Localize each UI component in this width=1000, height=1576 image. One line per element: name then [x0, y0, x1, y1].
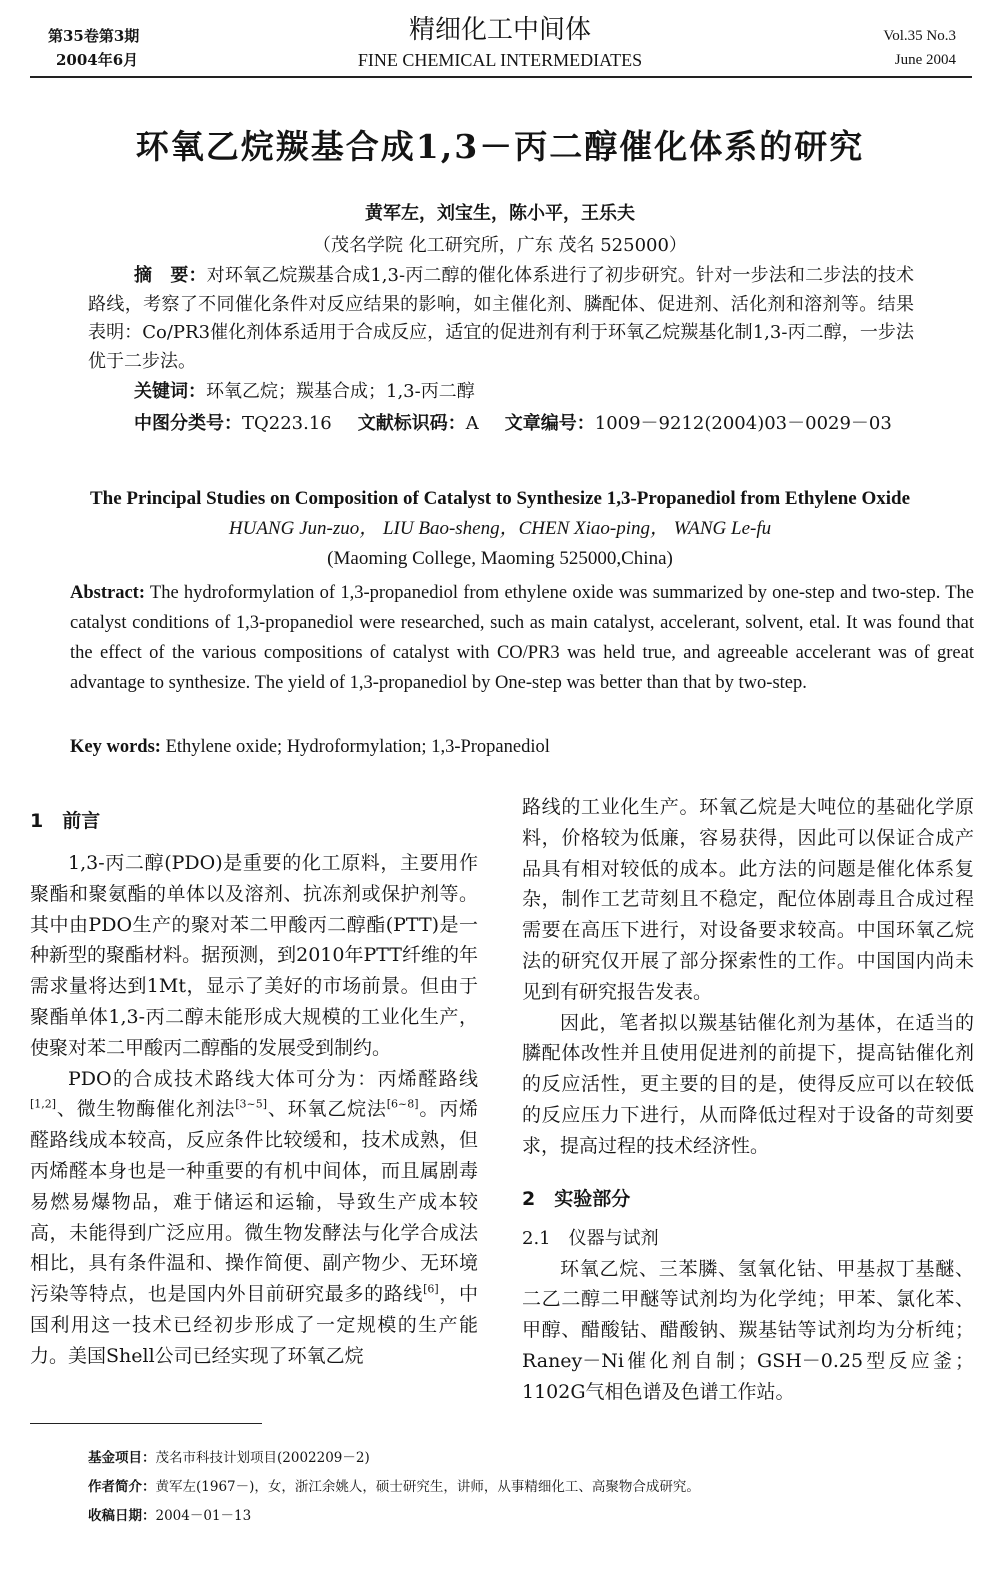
abstract-cn-text: 对环氧乙烷羰基合成1,3-丙二醇的催化体系进行了初步研究。针对一步法和二步法的技术路线，考察了不同催化条件对反应结果的影响，如主催化剂、膦配体、促进剂、活化剂和溶剂等。结果表明：Co/PR3催化剂体系适用于合成反应，适宜的促进剂有利于环氧乙烷羰基化制1,3-丙二醇，一步法优于二步法。: [88, 265, 914, 372]
fund-text: 茂名市科技计划项目(2002209－2): [155, 1450, 370, 1466]
keywords-cn-label: 关键词：: [134, 381, 206, 402]
journal-name-cn: 精细化工中间体: [408, 15, 591, 45]
article-number-label: 文章编号：: [504, 413, 595, 434]
footnote-divider: [30, 1423, 262, 1424]
footnote-author: [88, 1473, 968, 1502]
journal-name: [0, 12, 1000, 72]
affiliation-cn: （茂名学院 化工研究所，广东 茂名 525000）: [313, 235, 687, 256]
date-cn: 2004年6月: [56, 51, 139, 69]
author-bio-text: 黄军左(1967－)，女，浙江余姚人，硕士研究生，讲师，从事精细化工、高聚物合成研究。: [155, 1479, 700, 1495]
body-left-column: [30, 806, 478, 1372]
footnote-fund: [88, 1444, 968, 1473]
volume-en: Vol.35 No.3: [883, 28, 956, 44]
received-label: 收稿日期：: [88, 1508, 156, 1524]
footnotes: [88, 1444, 968, 1531]
received-date: 2004－01－13: [155, 1508, 252, 1524]
author-bio-label: 作者简介：: [88, 1479, 156, 1495]
abstract-en-text: The hydroformylation of 1,3-propanediol from ethylene oxide was summarized by one-step and two-step. The catalyst conditions of 1,3-propanediol were researched, such as main catalyst, accelerant, solvent, etal. It was found that the effect of the various compositions of catalyst with CO/PR3 was held true, and agreeable accelerant was of great advantage to synthesize. The yield of 1,3-propanediol by One-step was better than that by two-step.: [70, 583, 974, 693]
abstract-cn-label: 摘 要：: [134, 265, 207, 286]
keywords-en-text: Ethylene oxide; Hydroformylation; 1,3-Propanediol: [160, 737, 550, 757]
article-number-value: 1009－9212(2004)03－0029－03: [594, 413, 892, 434]
keywords-cn: [88, 378, 914, 406]
abstract-en: [70, 578, 974, 698]
text-run: PDO的合成技术路线大体可分为：丙烯醛路线: [68, 1067, 478, 1090]
journal-name-en: FINE CHEMICAL INTERMEDIATES: [357, 50, 643, 70]
citation-ref: [1,2]: [30, 1098, 57, 1112]
reagents-paragraph: 环氧乙烷、三苯膦、氢氧化钴、甲基叔丁基醚、二乙二醇二甲醚等试剂均为化学纯；甲苯、氯化苯、甲醇、醋酸钴、醋酸钠、羰基钴等试剂均为分析纯；Raney－Ni催化剂自制；GSH－0.25型反应釜；1102G气相色谱及色谱工作站。: [522, 1257, 974, 1403]
doc-code-value: A: [465, 413, 479, 434]
keywords-en: [70, 732, 970, 762]
paper-title-cn: 环氧乙烷羰基合成1,3－丙二醇催化体系的研究: [135, 127, 865, 166]
subsection-2-1-title: 2.1 仪器与试剂: [522, 1227, 659, 1249]
text-run: ，中国利用这一技术已经初步形成了一定规模的生产能力。美国Shell公司已经实现了环氧乙烷: [30, 1283, 478, 1367]
volume-cn: 第35卷第3期: [48, 27, 140, 45]
citation-ref: [3~5]: [235, 1098, 268, 1112]
abstract-cn-block: [88, 262, 914, 438]
intro-paragraph-continued: 路线的工业化生产。环氧乙烷是大吨位的基础化学原料，价格较为低廉，容易获得，因此可以保证合成产品具有相对较低的成本。此方法的问题是催化体系复杂，制作工艺苛刻且不稳定，配位体剧毒且合成过程需要在高压下进行，对设备要求较高。中国环氧乙烷法的研究仅开展了部分探索性的工作。中国国内尚未见到有研究报告发表。: [522, 796, 974, 1003]
body-right-column: [522, 792, 974, 1408]
intro-paragraph-3: 因此，笔者拟以羰基钴催化剂为基体，在适当的膦配体改性并且使用促进剂的前提下，提高钴催化剂的反应活性，更主要的目的是，使得反应可以在较低的反应压力下进行，从而降低过程对于设备的苛刻要求，提高过程的技术经济性。: [522, 1011, 974, 1157]
text-run: 、环氧乙烷法: [267, 1098, 387, 1121]
keywords-cn-text: 环氧乙烷；羰基合成；1,3-丙二醇: [206, 381, 475, 402]
text-run: 。丙烯醛路线成本较高，反应条件比较缓和，技术成熟，但丙烯醛本身也是一种重要的有机中间体，而且属剧毒易燃易爆物品，难于储运和运输，导致生产成本较高，未能得到广泛应用。微生物发酵法与化学合成法相比，具有条件温和、操作简便、副产物少、无环境污染等特点，也是国内外目前研究最多的路线: [30, 1098, 478, 1306]
keywords-en-label: Key words:: [70, 737, 161, 757]
intro-paragraph-1: 1,3-丙二醇(PDO)是重要的化工原料，主要用作聚酯和聚氨酯的单体以及溶剂、抗冻剂或保护剂等。其中由PDO生产的聚对苯二甲酸丙二醇酯(PTT)是一种新型的聚酯材料。据预测，到2010年PTT纤维的年需求量将达到1Mt，显示了美好的市场前景。但由于聚酯单体1,3-丙二醇未能形成大规模的工业化生产，使聚对苯二甲酸丙二醇酯的发展受到制约。: [30, 852, 478, 1059]
clc-label: 中图分类号：: [134, 413, 242, 434]
abstract-en-label: Abstract:: [70, 583, 146, 603]
intro-paragraph-2: [30, 1064, 478, 1372]
affiliation-en: (Maoming College, Maoming 525000,China): [327, 548, 673, 569]
authors-cn: 黄军左，刘宝生，陈小平，王乐夫: [365, 203, 635, 224]
citation-ref: [6~8]: [386, 1098, 419, 1112]
doc-code-label: 文献标识码：: [357, 413, 466, 434]
paper-title-en: The Principal Studies on Composition of Catalyst to Synthesize 1,3-Propanediol from Ethylene Oxide: [89, 488, 911, 509]
abstract-cn: [88, 262, 914, 376]
classification-line: [88, 410, 914, 438]
section-1-title: 1 前言: [30, 810, 101, 832]
citation-ref: [6]: [423, 1282, 439, 1296]
header-issue-en: [883, 24, 956, 72]
authors-en: HUANG Jun-zuo， LIU Bao-sheng，CHEN Xiao-ping， WANG Le-fu: [228, 518, 772, 539]
clc-value: TQ223.16: [242, 413, 332, 434]
footnote-received: [88, 1502, 968, 1531]
date-en: June 2004: [894, 52, 956, 68]
fund-label: 基金项目：: [88, 1450, 156, 1466]
header-divider: [30, 76, 972, 78]
text-run: 、微生物酶催化剂法: [56, 1098, 236, 1121]
section-2-title: 2 实验部分: [522, 1187, 631, 1210]
